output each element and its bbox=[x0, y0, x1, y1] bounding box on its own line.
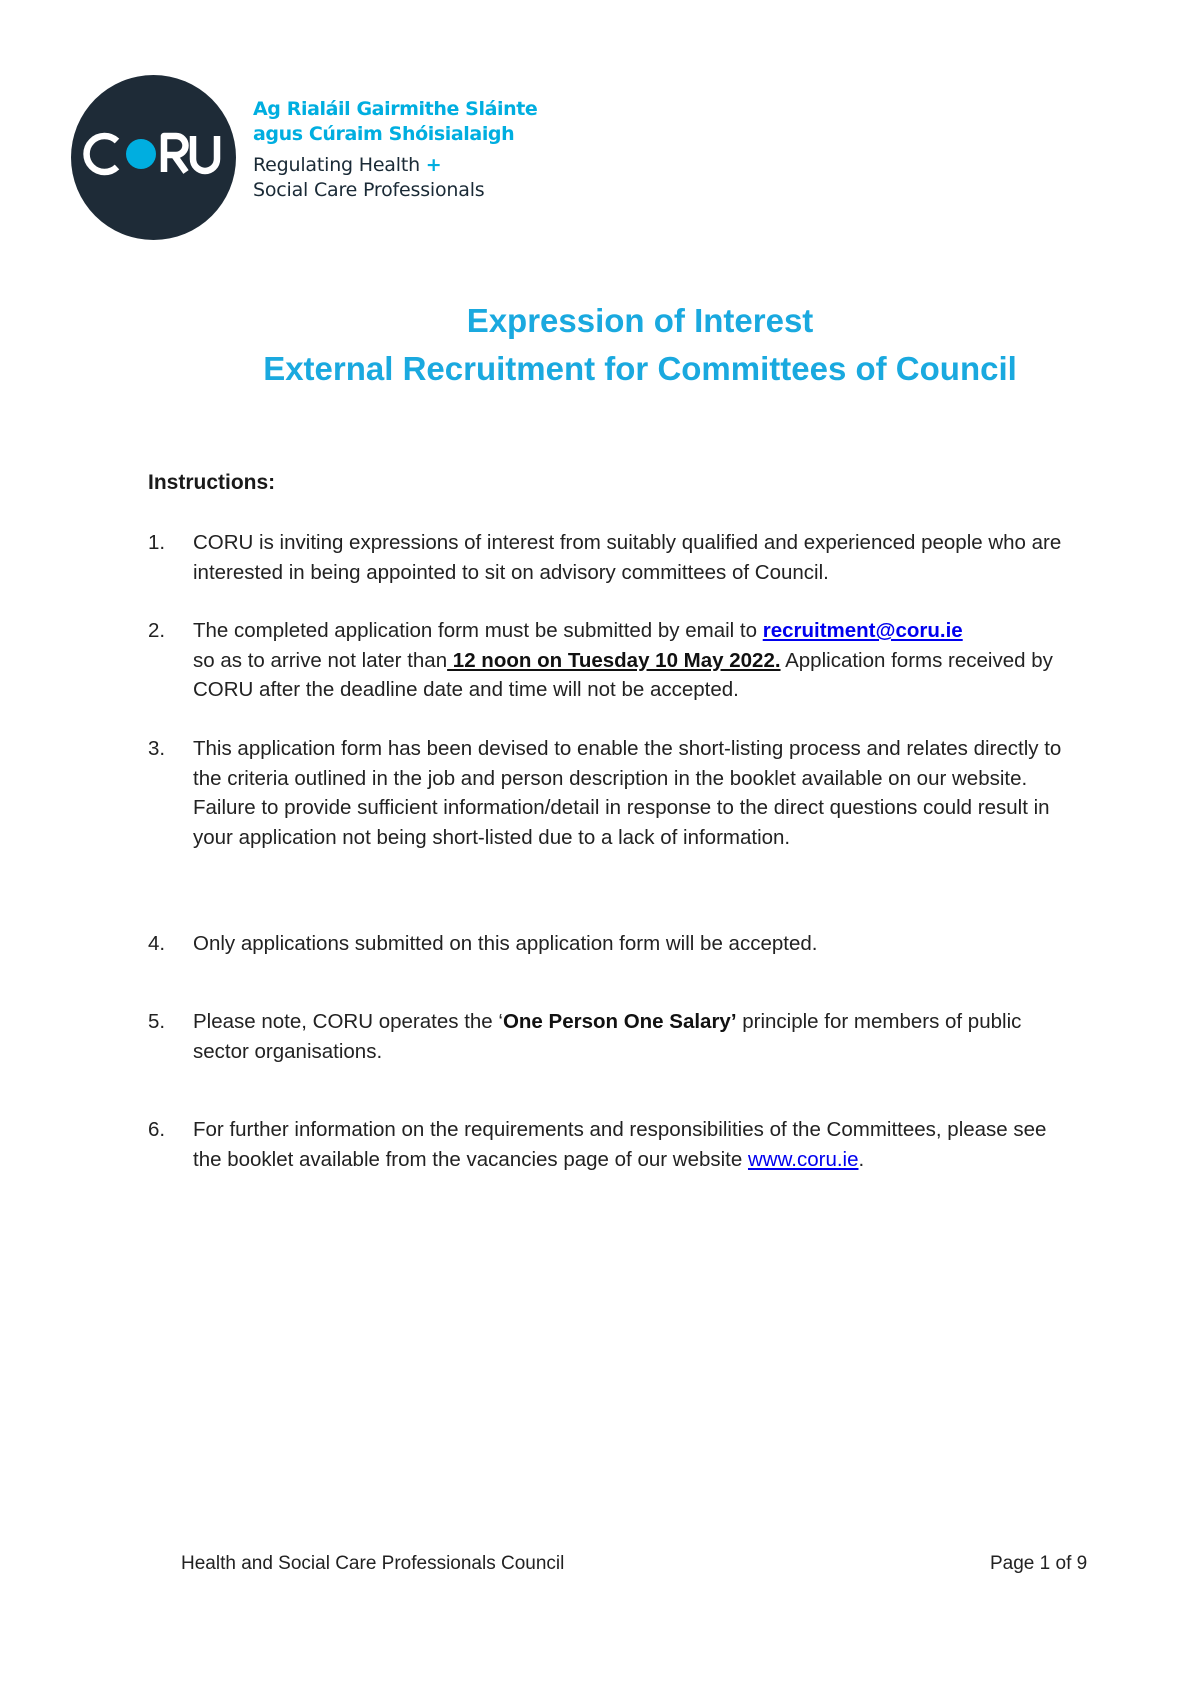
item-2-post: Application forms received by CORU after the deadline date and time will not be accepted. bbox=[193, 648, 1053, 701]
document-title bbox=[0, 297, 1200, 393]
item-text: CORU is inviting expressions of interest from suitably qualified and experienced people who are interested in being appointed to sit on advisory committees of Council. bbox=[193, 531, 1062, 584]
footer-page-number: Page 1 of 9 bbox=[990, 1553, 1088, 1574]
coru-logo bbox=[71, 75, 236, 240]
item-5-post: principle for members of public sector organisations. bbox=[193, 1010, 1022, 1063]
tagline-english-text-1: Regulating Health bbox=[253, 154, 420, 176]
item-number: 2. bbox=[148, 619, 166, 642]
recruitment-email-link[interactable]: recruitment@coru.ie bbox=[762, 619, 963, 642]
item-text bbox=[193, 1115, 1063, 1174]
item-5-pre: Please note, CORU operates the ‘ bbox=[193, 1010, 503, 1033]
item-text: This application form has been devised to enable the short-listing process and relates directly to the criteria outlined in the job and person description in the booklet available on our website. Failure to provide sufficient information/detail in response to the direct questions could result in your application not being short-listed due to a lack of information. bbox=[193, 737, 1062, 849]
item-number: 1. bbox=[148, 531, 166, 554]
tagline-irish-line-1: Ag Rialáil Gairmithe Sláinte bbox=[253, 98, 538, 120]
instruction-item-1 bbox=[148, 528, 1068, 587]
tagline-english-line-1 bbox=[253, 153, 613, 178]
logo-tagline bbox=[253, 97, 613, 203]
instruction-item-5 bbox=[148, 1007, 1068, 1066]
tagline-irish-line-2: agus Cúraim Shóisialaigh bbox=[253, 123, 515, 145]
website-link[interactable]: www.coru.ie bbox=[747, 1147, 859, 1171]
item-2-mid: so as to arrive not later than bbox=[193, 648, 448, 672]
footer-organisation: Health and Social Care Professionals Council bbox=[181, 1553, 565, 1574]
instruction-item-2 bbox=[148, 616, 1068, 705]
title-line-1: Expression of Interest bbox=[466, 302, 814, 339]
instruction-item-6 bbox=[148, 1115, 1068, 1174]
item-text bbox=[193, 616, 1063, 705]
title-line-2: External Recruitment for Committees of Council bbox=[263, 350, 1017, 387]
item-number: 6. bbox=[148, 1118, 166, 1141]
item-text bbox=[193, 1007, 1063, 1066]
instruction-item-4 bbox=[148, 929, 1068, 959]
item-number: 5. bbox=[148, 1010, 166, 1033]
tagline-plus: + bbox=[425, 154, 442, 176]
item-text: Only applications submitted on this application form will be accepted. bbox=[193, 932, 818, 955]
deadline-text: 12 noon on Tuesday 10 May 2022. bbox=[447, 648, 781, 672]
one-person-one-salary: One Person One Salary’ bbox=[502, 1010, 737, 1033]
item-6-post: . bbox=[858, 1147, 865, 1171]
tagline-english-line-2: Social Care Professionals bbox=[253, 179, 485, 201]
item-number: 4. bbox=[148, 932, 166, 955]
item-number: 3. bbox=[148, 737, 166, 760]
instructions-heading: Instructions: bbox=[148, 471, 276, 494]
item-2-pre: The completed application form must be submitted by email to bbox=[193, 619, 763, 642]
instruction-item-3 bbox=[148, 734, 1068, 852]
item-6-pre: For further information on the requirements and responsibilities of the Committees, please see the booklet available from the vacancies page of our website bbox=[193, 1118, 1047, 1171]
